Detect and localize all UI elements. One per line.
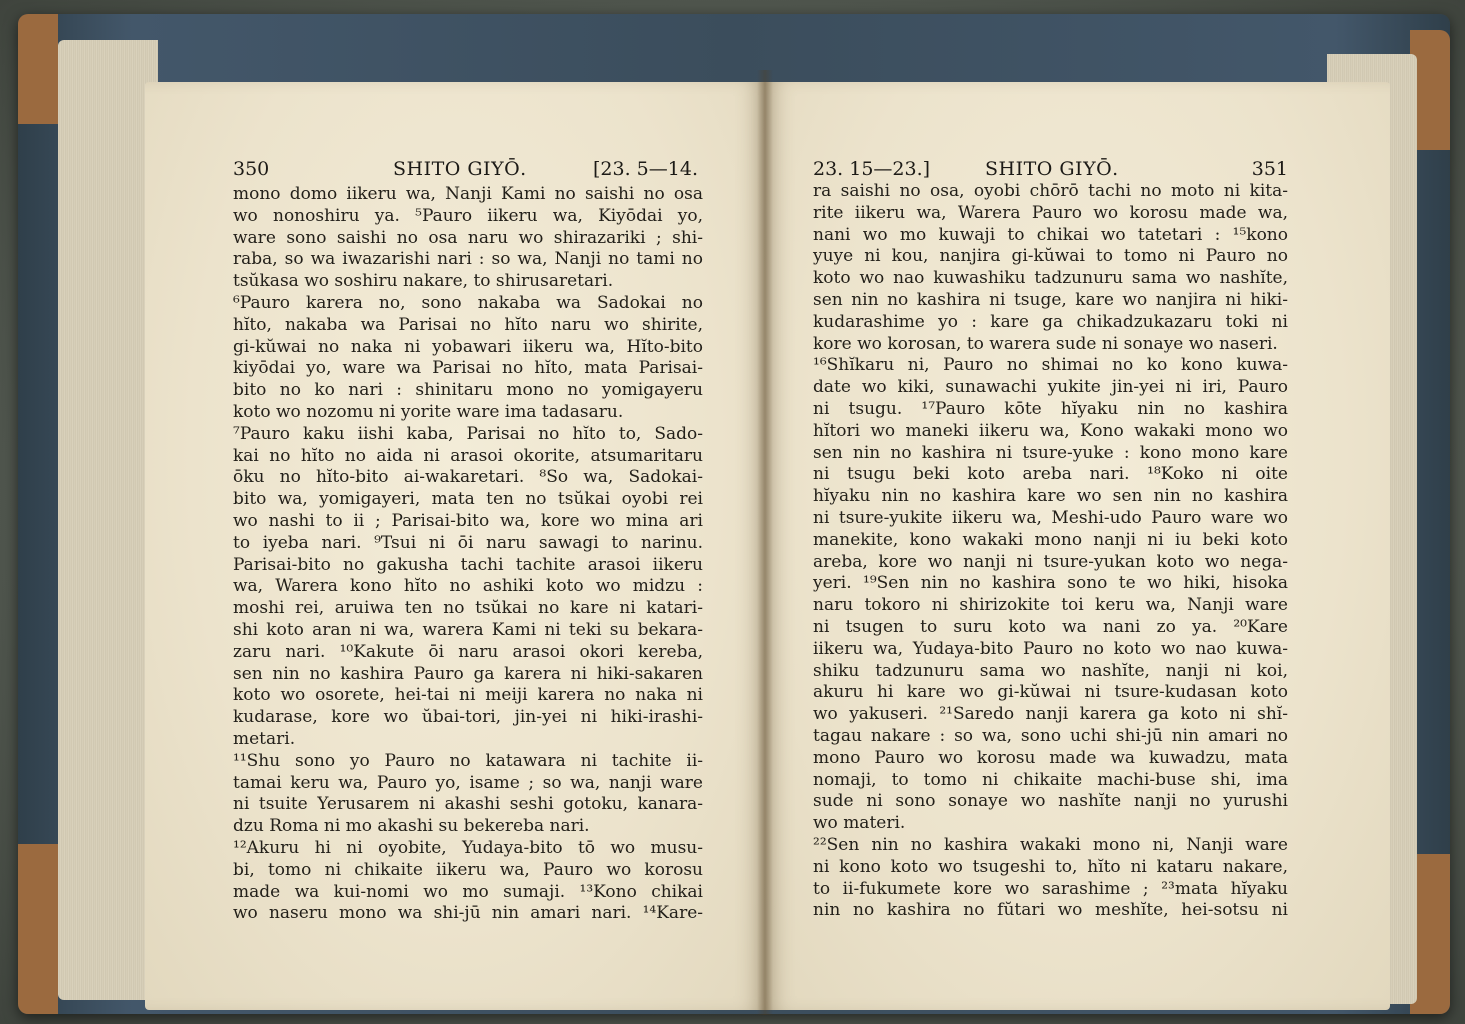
text-line: ni tsure-yukite iikeru wa, Meshi-udo Pauro ware wo (813, 507, 1288, 528)
text-line: ¹¹Shu sono yo Pauro no katawara ni tachite ii- (233, 750, 703, 771)
text-line: hĭtori wo maneki iikeru wa, Kono wakaki mono wo (813, 420, 1288, 441)
text-line: Parisai-bito no gakusha tachi tachite arasoi iikeru (233, 554, 703, 575)
text-line: to iyeba nari. ⁹Tsui ni ōi naru sawagi to narinu. (233, 532, 703, 553)
text-line: date wo kiki, sunawachi yukite jin-yei ni iri, Pauro (813, 377, 1288, 398)
right-page (765, 82, 1390, 1010)
text-line: koto wo nao kuwashiku tadzunuru sama wo nashĭte, (813, 268, 1288, 289)
page-edges-left (58, 40, 158, 1000)
text-line: ¹⁶Shĭkaru ni, Pauro no shimai no ko kono kuwa- (813, 355, 1288, 376)
left-page (145, 82, 765, 1010)
text-line: kore wo korosan, to warera sude ni sonaye wo naseri. (813, 333, 1278, 354)
text-line: koto wo osorete, hei-tai ni meiji karera no naka ni (233, 685, 703, 706)
text-line: gi-kŭwai no naka ni yobawari iikeru wa, Hĭto-bito (233, 336, 703, 357)
text-line: sude ni sono sonaye wo nashĭte nanji no yurushi (813, 791, 1288, 812)
text-line: yuye ni kou, nanjira gi-kŭwai to tomo ni Pauro no (813, 246, 1288, 267)
page-body-text (813, 181, 1288, 922)
text-line: ni tsugu beki koto areba nari. ¹⁸Koko ni oite (813, 464, 1288, 485)
text-line: tsŭkasa wo soshiru nakare, to shirusaretari. (233, 271, 614, 292)
text-line: made wa kui-nomi wo mo sumaji. ¹³Kono chikai (233, 881, 703, 902)
page-header (233, 158, 698, 182)
text-line: tamai keru wa, Pauro yo, isame ; so wa, nanji ware (233, 772, 703, 793)
text-line: akuru hi kare wo gi-kŭwai ni tsure-kudasan koto (813, 682, 1288, 703)
text-line: zaru nari. ¹⁰Kakute ōi naru arasoi okori kereba, (233, 641, 703, 662)
text-line: kiyōdai yo, ware wa Parisai no hĭto, mata Parisai- (233, 358, 703, 379)
chapter-reference: 23. 15—23.] (813, 158, 931, 180)
page-number: 351 (1251, 158, 1288, 180)
text-line: ¹²Akuru hi ni oyobite, Yudaya-bito tō wo musu- (233, 837, 703, 858)
text-line: naru tokoro ni shirizokite toi keru wa, Nanji ware (813, 595, 1288, 616)
text-line: mono Pauro wo korosu made wa kuwadzu, mata (813, 747, 1288, 768)
text-line: wo yakuseri. ²¹Saredo nanji karera ga koto ni shĭ- (813, 704, 1288, 725)
text-line: wa, Warera kono hĭto no ashiki koto wo midzu : (233, 576, 703, 597)
text-line: hĭyaku nin no kashira kare wo sen nin no kashira (813, 486, 1288, 507)
text-line: ōku no hĭto-bito ai-wakaretari. ⁸So wa, Sadokai- (233, 467, 703, 488)
text-line: hĭto, nakaba wa Parisai no hĭto naru wo shirite, (233, 314, 703, 335)
text-line: areba, kore wo nanji ni tsure-yukan koto wo nega- (813, 551, 1288, 572)
text-line: ware sono saishi no osa naru wo shirazariki ; shi- (233, 227, 703, 248)
text-line: bito wa, yomigayeri, mata ten no tsŭkai oyobi rei (233, 489, 703, 510)
text-line: ²²Sen nin no kashira wakaki mono ni, Nanji ware (813, 834, 1288, 855)
text-line: rite iikeru wa, Warera Pauro wo korosu made wa, (813, 202, 1288, 223)
text-line: bito no ko nari : shinitaru mono no yomigayeru (233, 380, 703, 401)
text-line: wo materi. (813, 813, 906, 834)
text-line: ni tsuite Yerusarem ni akashi seshi gotoku, kanara- (233, 794, 703, 815)
chapter-reference: [23. 5—14. (593, 158, 698, 180)
page-body-text (233, 184, 703, 925)
text-line: metari. (233, 728, 296, 749)
text-line: ni kono koto wo tsugeshi to, hĭto ni kataru nakare, (813, 856, 1288, 877)
text-line: kudarashime yo : kare ga chikadzukazaru toki ni (813, 311, 1288, 332)
text-line: bi, tomo ni chikaite iikeru wa, Pauro wo korosu (233, 859, 703, 880)
text-line: ⁶Pauro karera no, sono nakaba wa Sadokai no (233, 292, 703, 313)
book-gutter (757, 70, 773, 1015)
text-line: yeri. ¹⁹Sen nin no kashira sono te wo hiki, hisoka (813, 573, 1288, 594)
text-line: iikeru wa, Yudaya-bito Pauro no koto wo nao kuwa- (813, 638, 1288, 659)
text-line: manekite, kono wakaki mono nanji ni iu beki koto (813, 529, 1288, 550)
text-line: koto wo nozomu ni yorite ware ima tadasaru. (233, 401, 624, 422)
running-title: SHITO GIYŌ. (393, 158, 527, 180)
text-line: nomaji, to tomo ni chikaite machi-buse shi, ima (813, 769, 1288, 790)
text-line: mono domo iikeru wa, Nanji Kami no saishi no osa (233, 184, 703, 204)
leather-corner (18, 14, 58, 124)
text-line: nin no kashira no fŭtari wo meshĭte, hei-sotsu ni (813, 900, 1288, 921)
text-line: wo nashi to ii ; Parisai-bito wa, kore wo mina ari (233, 510, 703, 531)
text-line: raba, so wa iwazarishi nari : so wa, Nanji no tami no (233, 249, 703, 270)
text-line: wo naseru mono wa shi-jū nin amari nari. ¹⁴Kare- (233, 903, 703, 924)
text-line: ra saishi no osa, oyobi chōrō tachi no moto ni kita- (813, 181, 1288, 201)
running-title: SHITO GIYŌ. (985, 158, 1119, 180)
text-line: sen nin no kashira ni tsuge, kare wo nanjira ni hiki- (813, 289, 1288, 310)
text-line: tagau nakare : so wa, sono uchi shi-jū nin amari no (813, 725, 1288, 746)
text-line: sen nin no kashira ni tsure-yuke : kono mono kare (813, 442, 1288, 463)
text-line: dzu Roma ni mo akashi su bekereba nari. (233, 816, 590, 837)
text-line: nani wo mo kuwaji to chikai wo tatetari : ¹⁵kono (813, 224, 1288, 245)
text-line: shi koto aran ni wa, warera Kami ni teki su bekara- (233, 619, 703, 640)
page-number: 350 (233, 158, 270, 180)
text-line: shiku tadzunuru sama wo nashĭte, nanji ni koi, (813, 660, 1288, 681)
text-line: wo nonoshiru ya. ⁵Pauro iikeru wa, Kiyōdai yo, (233, 205, 703, 226)
page-header (813, 158, 1288, 182)
text-line: kudarase, kore wo ŭbai-tori, jin-yei ni hiki-irashi- (233, 707, 703, 728)
leather-corner (18, 844, 58, 1014)
text-line: kai no hĭto no aida ni arasoi okorite, atsumaritaru (233, 445, 703, 466)
text-line: moshi rei, aruiwa ten no tsŭkai no kare ni katari- (233, 598, 703, 619)
text-line: sen nin no kashira Pauro ga karera ni hiki-sakaren (233, 663, 703, 684)
text-line: ni tsugen to suru koto wa nani zo ya. ²⁰Kare (813, 616, 1288, 637)
text-line: ni tsugu. ¹⁷Pauro kōte hĭyaku nin no kashira (813, 398, 1288, 419)
text-line: ⁷Pauro kaku iishi kaba, Parisai no hĭto to, Sado- (233, 423, 703, 444)
text-line: to ii-fukumete kore wo sarashime ; ²³mata hĭyaku (813, 878, 1288, 899)
